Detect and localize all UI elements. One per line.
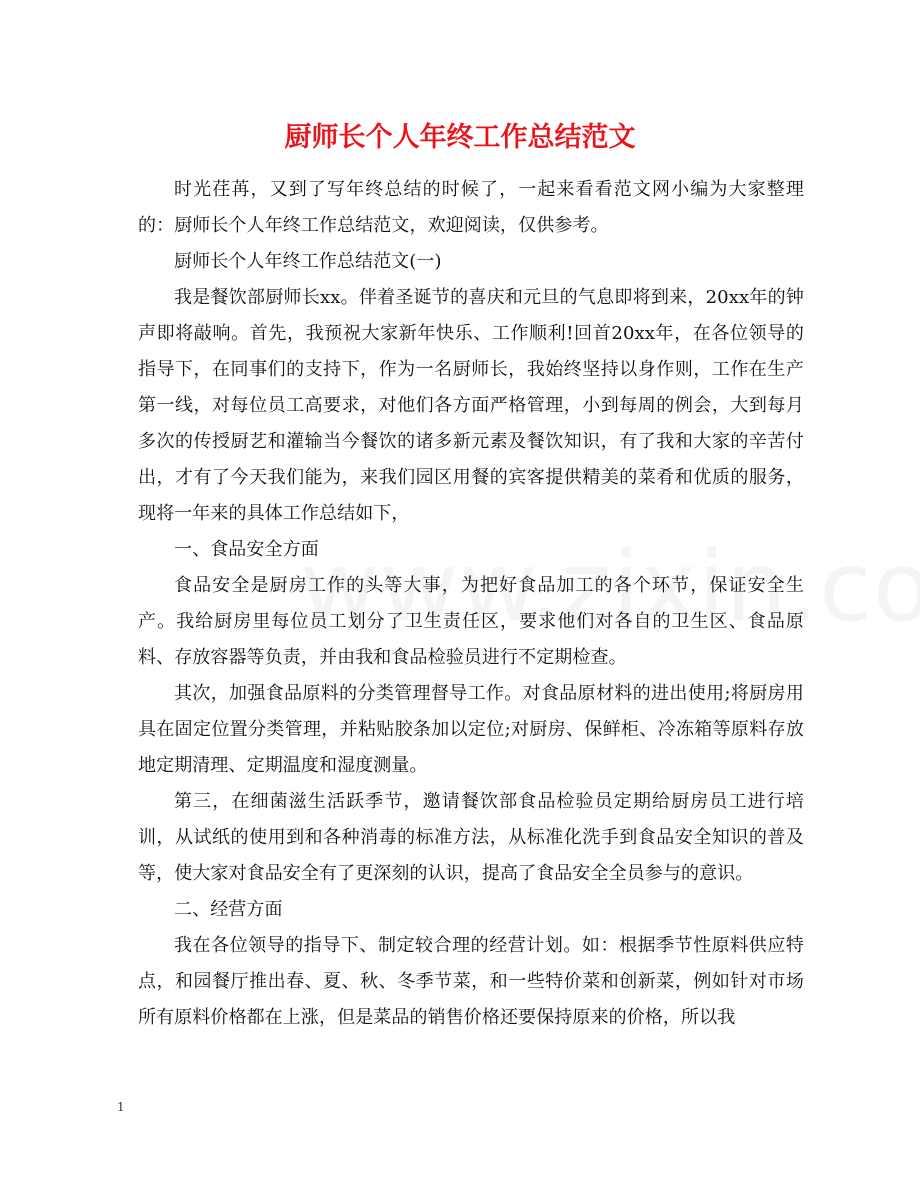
paragraph-opening: 我是餐饮部厨师长xx。伴着圣诞节的喜庆和元旦的气息即将到来，20xx年的钟声即将敲响。首先，我预祝大家新年快乐、工作顺利!回首20xx年，在各位领导的指导下，在同事们的支持下，作为一名厨师长，我始终坚持以身作则，工作在生产第一线，对每位员工高要求，对他们各方面严格管理，小到每周的例会，大到每月多次的传授厨艺和灌输当今餐饮的诸多新元素及餐饮知识，有了我和大家的辛苦付出，才有了今天我们能为，来我们园区用餐的宾客提供精美的菜肴和优质的服务，现将一年来的具体工作总结如下，: [138, 287, 804, 524]
paragraph-training: 第三，在细菌滋生活跃季节，邀请餐饮部食品检验员定期给厨房员工进行培训，从试纸的使用到和各种消毒的标准方法，从标准化洗手到食品安全知识的普及等，使大家对食品安全有了更深刻的认识，提高了食品安全全员参与的意识。: [138, 791, 804, 884]
paragraph-operations: 我在各位领导的指导下、制定较合理的经营计划。如：根据季节性原料供应特点，和园餐厅推出春、夏、秋、冬季节菜，和一些特价菜和创新菜，例如针对市场所有原料价格都在上涨，但是菜品的销售价格还要保持原来的价格，所以我: [138, 935, 804, 1028]
section-heading-operations: 二、经营方面: [174, 899, 283, 920]
paragraph-food-safety: 食品安全是厨房工作的头等大事，为把好食品加工的各个环节，保证安全生产。我给厨房里每位员工划分了卫生责任区，要求他们对各自的卫生区、食品原料、存放容器等负责，并由我和食品检验员进行不定期检查。: [138, 575, 804, 668]
document-title: 厨师长个人年终工作总结范文: [284, 122, 636, 153]
page-number: 1: [117, 1100, 125, 1114]
section-heading-part-one: 厨师长个人年终工作总结范文(一): [174, 251, 442, 272]
section-heading-food-safety: 一、食品安全方面: [174, 539, 319, 560]
paragraph-intro: 时光荏苒，又到了写年终总结的时候了，一起来看看范文网小编为大家整理的：厨师长个人年终工作总结范文，欢迎阅读，仅供参考。: [138, 179, 804, 236]
paragraph-material-management: 其次，加强食品原料的分类管理督导工作。对食品原材料的进出使用;将厨房用具在固定位置分类管理，并粘贴胶条加以定位;对厨房、保鲜柜、冷冻箱等原料存放地定期清理、定期温度和湿度测量。: [138, 683, 804, 776]
document-body: [138, 172, 804, 1036]
